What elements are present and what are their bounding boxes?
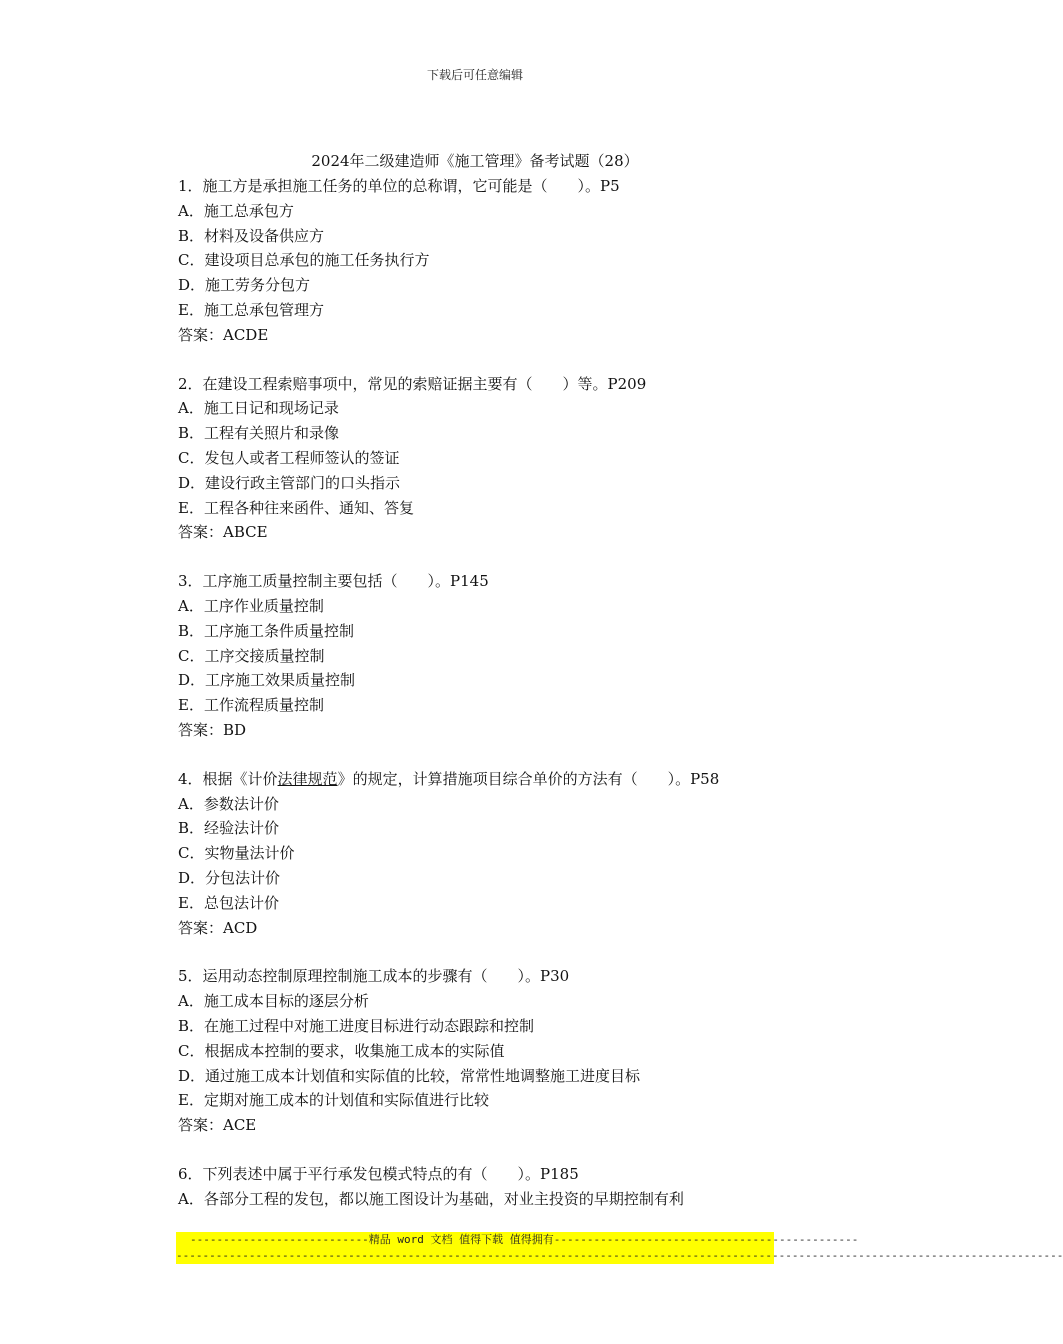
question-2 bbox=[178, 372, 818, 546]
option-c: C．建设项目总承包的施工任务执行方 bbox=[178, 251, 430, 270]
question-1 bbox=[178, 174, 818, 348]
option-d: D．通过施工成本计划值和实际值的比较，常常性地调整施工进度目标 bbox=[178, 1066, 641, 1085]
answer: 答案：BD bbox=[178, 720, 247, 739]
option-e: E．工作流程质量控制 bbox=[178, 696, 324, 715]
option-b: B．材料及设备供应方 bbox=[178, 226, 325, 245]
page-header-note: 下载后可任意编辑 bbox=[426, 68, 523, 82]
option-a: A．工序作业质量控制 bbox=[178, 596, 324, 615]
question-stem: 2．在建设工程索赔事项中，常见的索赔证据主要有（ ）等。P209 bbox=[178, 374, 647, 393]
option-b: B．在施工过程中对施工进度目标进行动态跟踪和控制 bbox=[178, 1016, 535, 1035]
footer-banner-line-2: -------------------------------------------------------------------------------------------------------------------------------------- bbox=[176, 1249, 1063, 1262]
option-d: D．施工劳务分包方 bbox=[178, 276, 311, 295]
option-b: B．工序施工条件质量控制 bbox=[178, 621, 355, 640]
option-a: A．参数法计价 bbox=[178, 794, 279, 813]
question-3 bbox=[178, 569, 818, 743]
option-e: E．总包法计价 bbox=[178, 893, 279, 912]
option-a: A．各部分工程的发包，都以施工图设计为基础，对业主投资的早期控制有利 bbox=[178, 1189, 684, 1208]
option-a: A．施工总承包方 bbox=[178, 201, 294, 220]
question-stem-suffix: 》的规定，计算措施项目综合单价的方法有（ ）。P58 bbox=[337, 769, 720, 788]
option-c: C．工序交接质量控制 bbox=[178, 646, 325, 665]
option-b: B．工程有关照片和录像 bbox=[178, 424, 340, 443]
question-list bbox=[178, 174, 818, 1211]
footer-banner bbox=[176, 1232, 1063, 1264]
option-d: D．工序施工效果质量控制 bbox=[178, 671, 356, 690]
option-c: C．实物量法计价 bbox=[178, 844, 295, 863]
question-stem bbox=[178, 767, 818, 792]
document-title: 2024年二级建造师《施工管理》备考试题（28） bbox=[311, 152, 639, 170]
option-a: A．施工日记和现场记录 bbox=[178, 399, 339, 418]
question-6 bbox=[178, 1162, 818, 1212]
question-4 bbox=[178, 767, 818, 941]
answer: 答案：ABCE bbox=[178, 523, 268, 542]
answer: 答案：ACD bbox=[178, 918, 258, 937]
question-stem: 6．下列表述中属于平行承发包模式特点的有（ ）。P185 bbox=[178, 1164, 579, 1183]
option-c: C．根据成本控制的要求，收集施工成本的实际值 bbox=[178, 1041, 505, 1060]
question-stem: 1．施工方是承担施工任务的单位的总称谓，它可能是（ ）。P5 bbox=[178, 177, 620, 195]
question-stem-prefix: 4．根据《计价 bbox=[178, 769, 278, 788]
regulation-link[interactable]: 法律规范 bbox=[277, 769, 338, 788]
option-d: D．分包法计价 bbox=[178, 868, 281, 887]
answer: 答案：ACE bbox=[178, 1116, 257, 1135]
option-b: B．经验法计价 bbox=[178, 819, 280, 838]
option-e: E．施工总承包管理方 bbox=[178, 300, 324, 319]
question-stem: 5．运用动态控制原理控制施工成本的步骤有（ ）。P30 bbox=[178, 967, 570, 986]
answer: 答案：ACDE bbox=[178, 325, 269, 344]
option-d: D．建设行政主管部门的口头指示 bbox=[178, 473, 401, 492]
option-c: C．发包人或者工程师签认的签证 bbox=[178, 448, 400, 467]
option-e: E．定期对施工成本的计划值和实际值进行比较 bbox=[178, 1091, 489, 1110]
footer-banner-line-1: ---------------------------精品 word 文档 值得下载 值得拥有---------------------------------------------- bbox=[190, 1233, 859, 1246]
option-e: E．工程各种往来函件、通知、答复 bbox=[178, 498, 414, 517]
question-5 bbox=[178, 964, 818, 1138]
option-a: A．施工成本目标的逐层分析 bbox=[178, 992, 369, 1011]
question-stem: 3．工序施工质量控制主要包括（ ）。P145 bbox=[178, 572, 489, 591]
